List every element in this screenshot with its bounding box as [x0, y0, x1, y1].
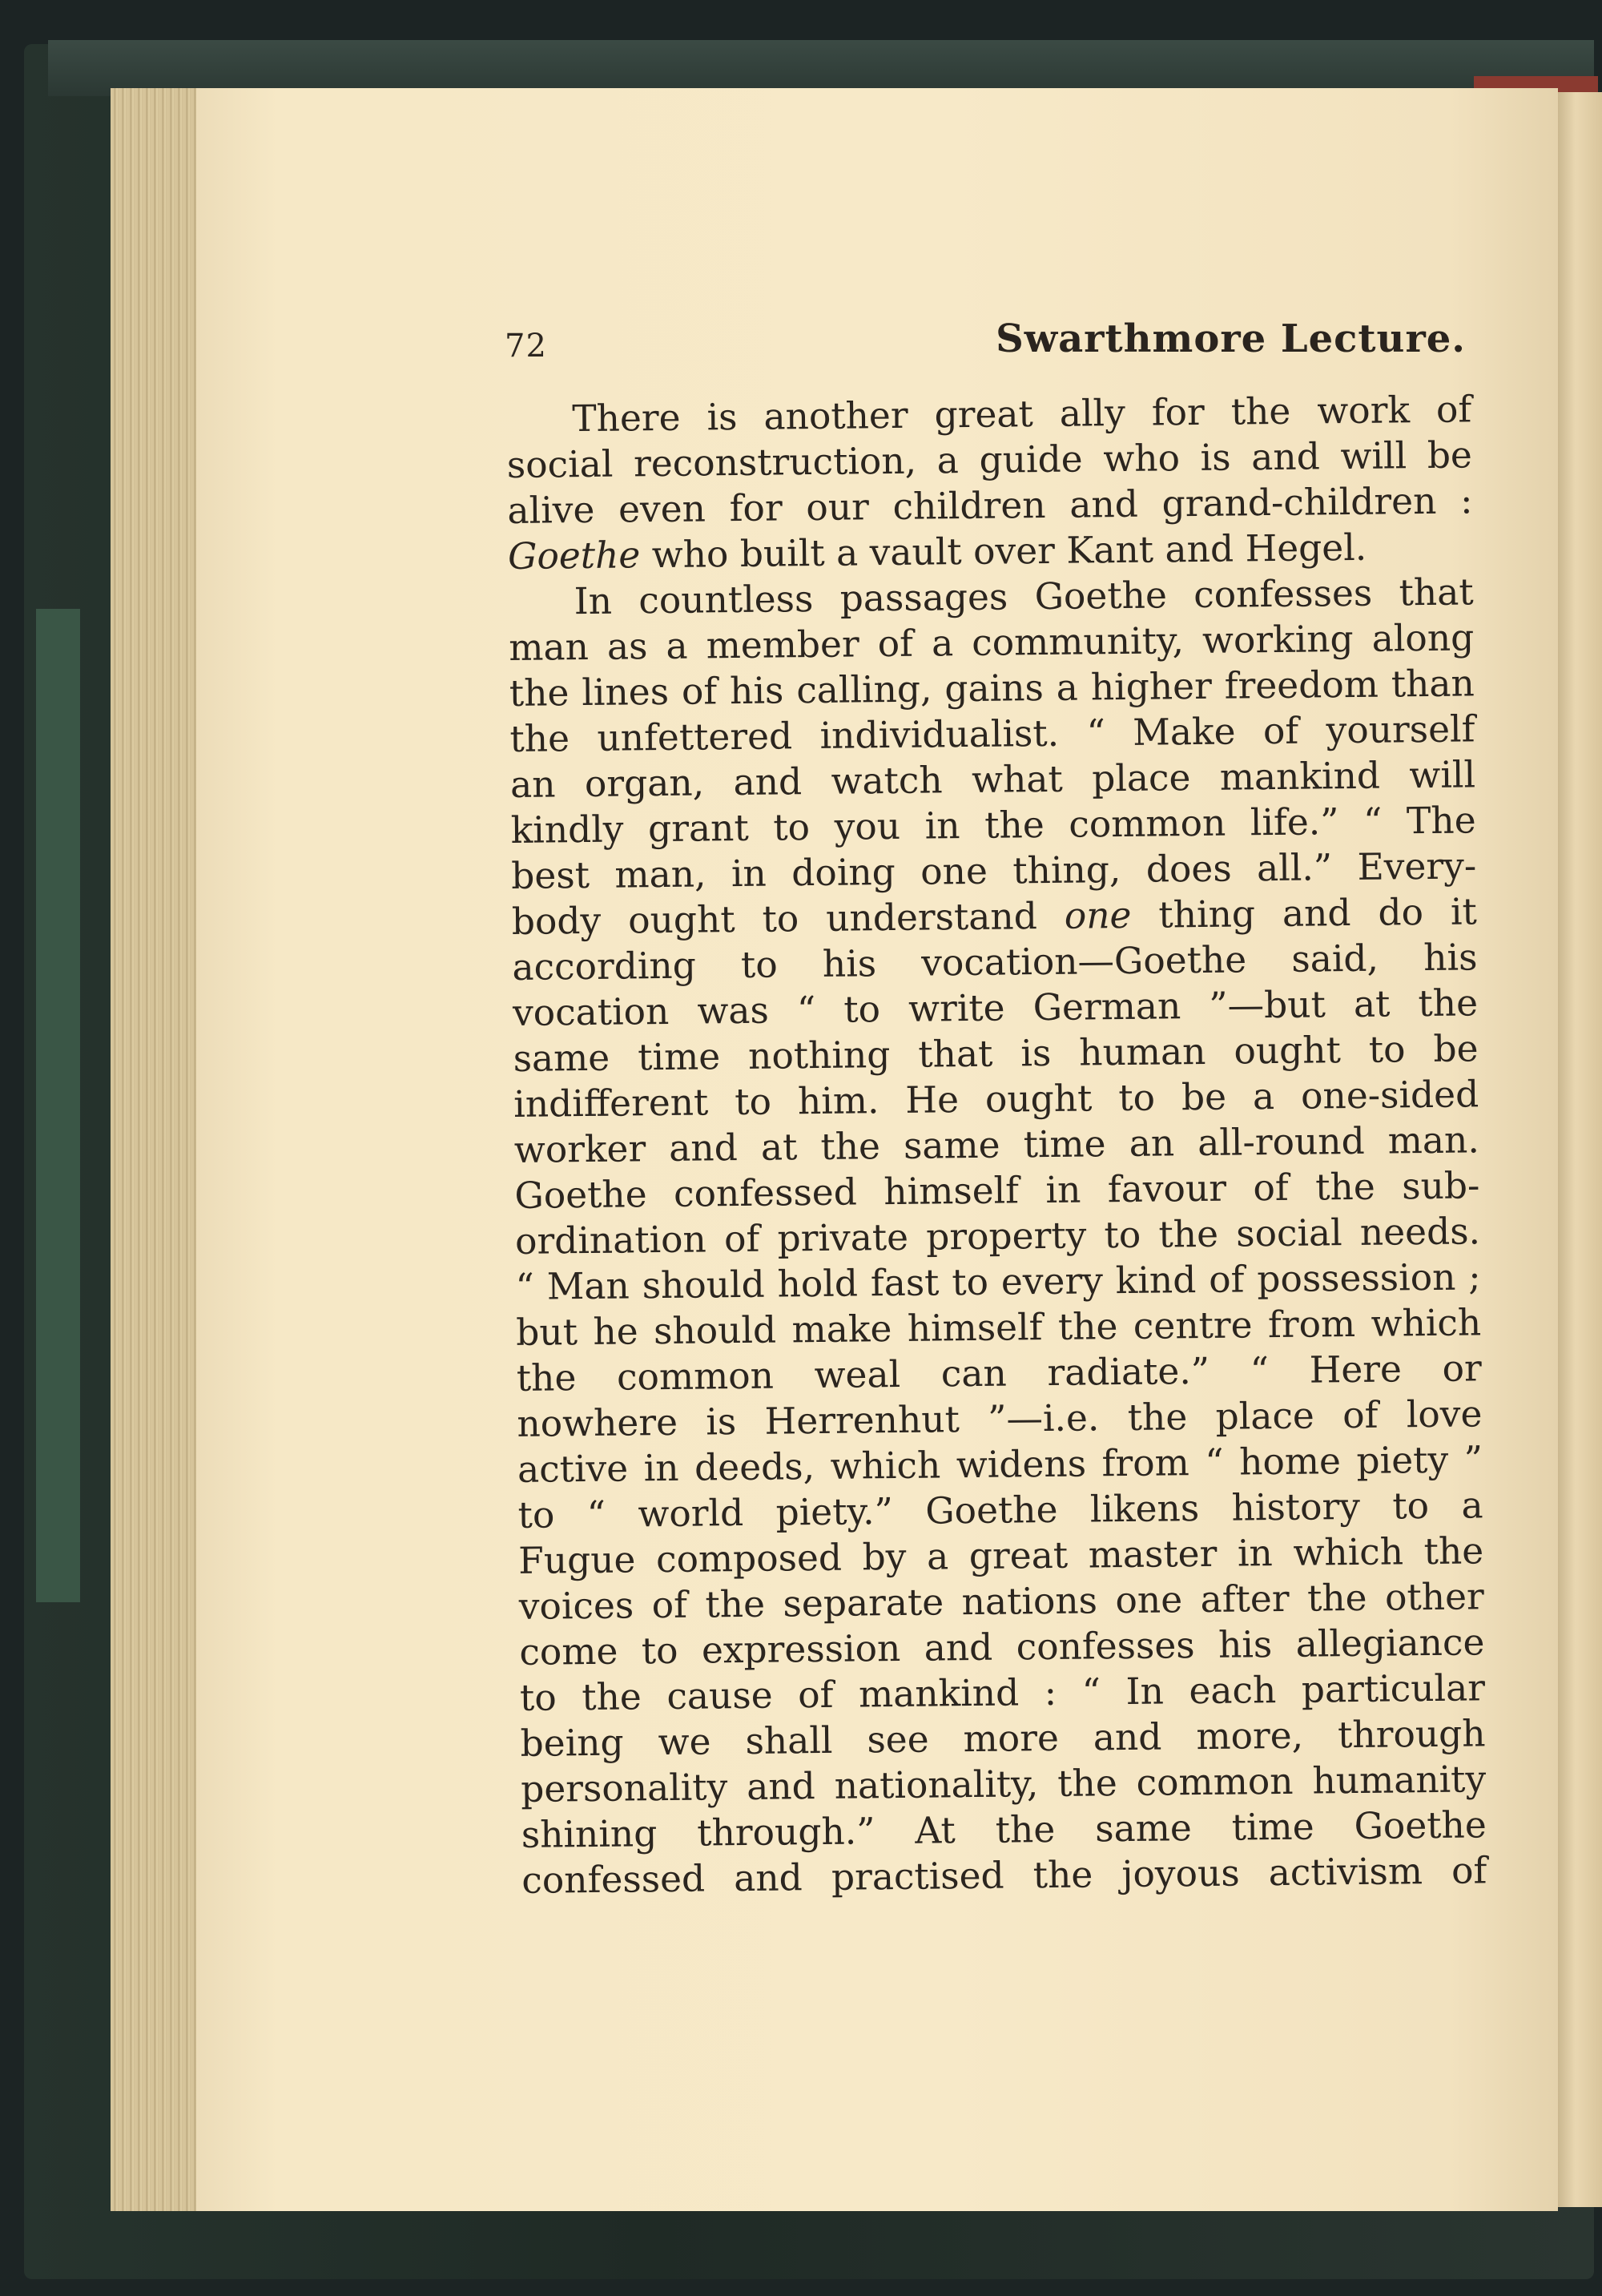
text-line: come to expression and confesses his allegiance	[519, 1621, 1485, 1674]
text-line: There is another great ally for the work of	[572, 388, 1472, 441]
text-line: In countless passages Goethe confesses that	[574, 570, 1474, 623]
facing-page-edge	[1558, 92, 1602, 2207]
text-line: indifferent to him. He ought to be a one-sided	[513, 1073, 1479, 1126]
page-number: 72	[505, 328, 547, 365]
page-edges	[111, 88, 200, 2211]
running-head: Swarthmore Lecture.	[996, 316, 1466, 361]
text-line: alive even for our children and grand-children :	[507, 479, 1473, 532]
text-line: social reconstruction, a guide who is and will be	[506, 433, 1473, 486]
text-line: same time nothing that is human ought to be	[513, 1027, 1479, 1080]
text-fragment: thing and do it	[1131, 890, 1478, 937]
text-line: an organ, and watch what place mankind will	[509, 753, 1476, 806]
text-line: ordination of private property to the social needs.	[514, 1210, 1481, 1263]
text-line: personality and nationality, the common humanity	[520, 1758, 1487, 1811]
page-header	[505, 316, 1466, 373]
text-line: the unfettered individualist. “ Make of yourself	[509, 707, 1475, 760]
text-line: best man, in doing one thing, does all.” Every-	[510, 844, 1477, 897]
text-line: confessed and practised the joyous activism of	[521, 1849, 1487, 1902]
text-line: voices of the separate nations one after the other	[518, 1575, 1485, 1628]
text-line: Goethe confessed himself in favour of the sub-	[514, 1164, 1480, 1217]
text-line: the common weal can radiate.” “ Here or	[516, 1347, 1483, 1400]
text-line: vocation was “ to write German ”—but at the	[512, 981, 1479, 1034]
text-line: worker and at the same time an all-round man.	[513, 1118, 1480, 1171]
text-line: according to his vocation—Goethe said, his	[512, 936, 1478, 989]
text-line: to the cause of mankind : “ In each particular	[519, 1666, 1486, 1719]
text-line: shining through.” At the same time Goethe	[521, 1803, 1487, 1856]
text-line: the lines of his calling, gains a higher freedom than	[509, 662, 1475, 715]
text-fragment: who built a vault over Kant and Hegel.	[639, 526, 1367, 577]
text-line: man as a member of a community, working along	[509, 616, 1475, 669]
body-text	[506, 386, 1487, 1903]
text-line: Fugue composed by a great master in which the	[517, 1529, 1484, 1582]
text-line: kindly grant to you in the common life.” “ The	[510, 799, 1476, 852]
text-line: but he should make himself the centre from which	[515, 1301, 1482, 1354]
text-line: active in deeds, which widens from “ home piety ”	[517, 1438, 1483, 1491]
text-line: nowhere is Herrenhut ”—i.e. the place of love	[517, 1392, 1483, 1445]
italic-word: Goethe	[507, 534, 641, 578]
text-line: to “ world piety.” Goethe likens history to a	[517, 1484, 1483, 1537]
text-line: being we shall see more and more, through	[520, 1712, 1486, 1765]
text-line: “ Man should hold fast to every kind of possession ;	[515, 1255, 1481, 1308]
book-spine-band	[36, 609, 80, 1602]
text-fragment: body ought to understand	[511, 894, 1065, 943]
italic-word: one	[1064, 893, 1132, 937]
